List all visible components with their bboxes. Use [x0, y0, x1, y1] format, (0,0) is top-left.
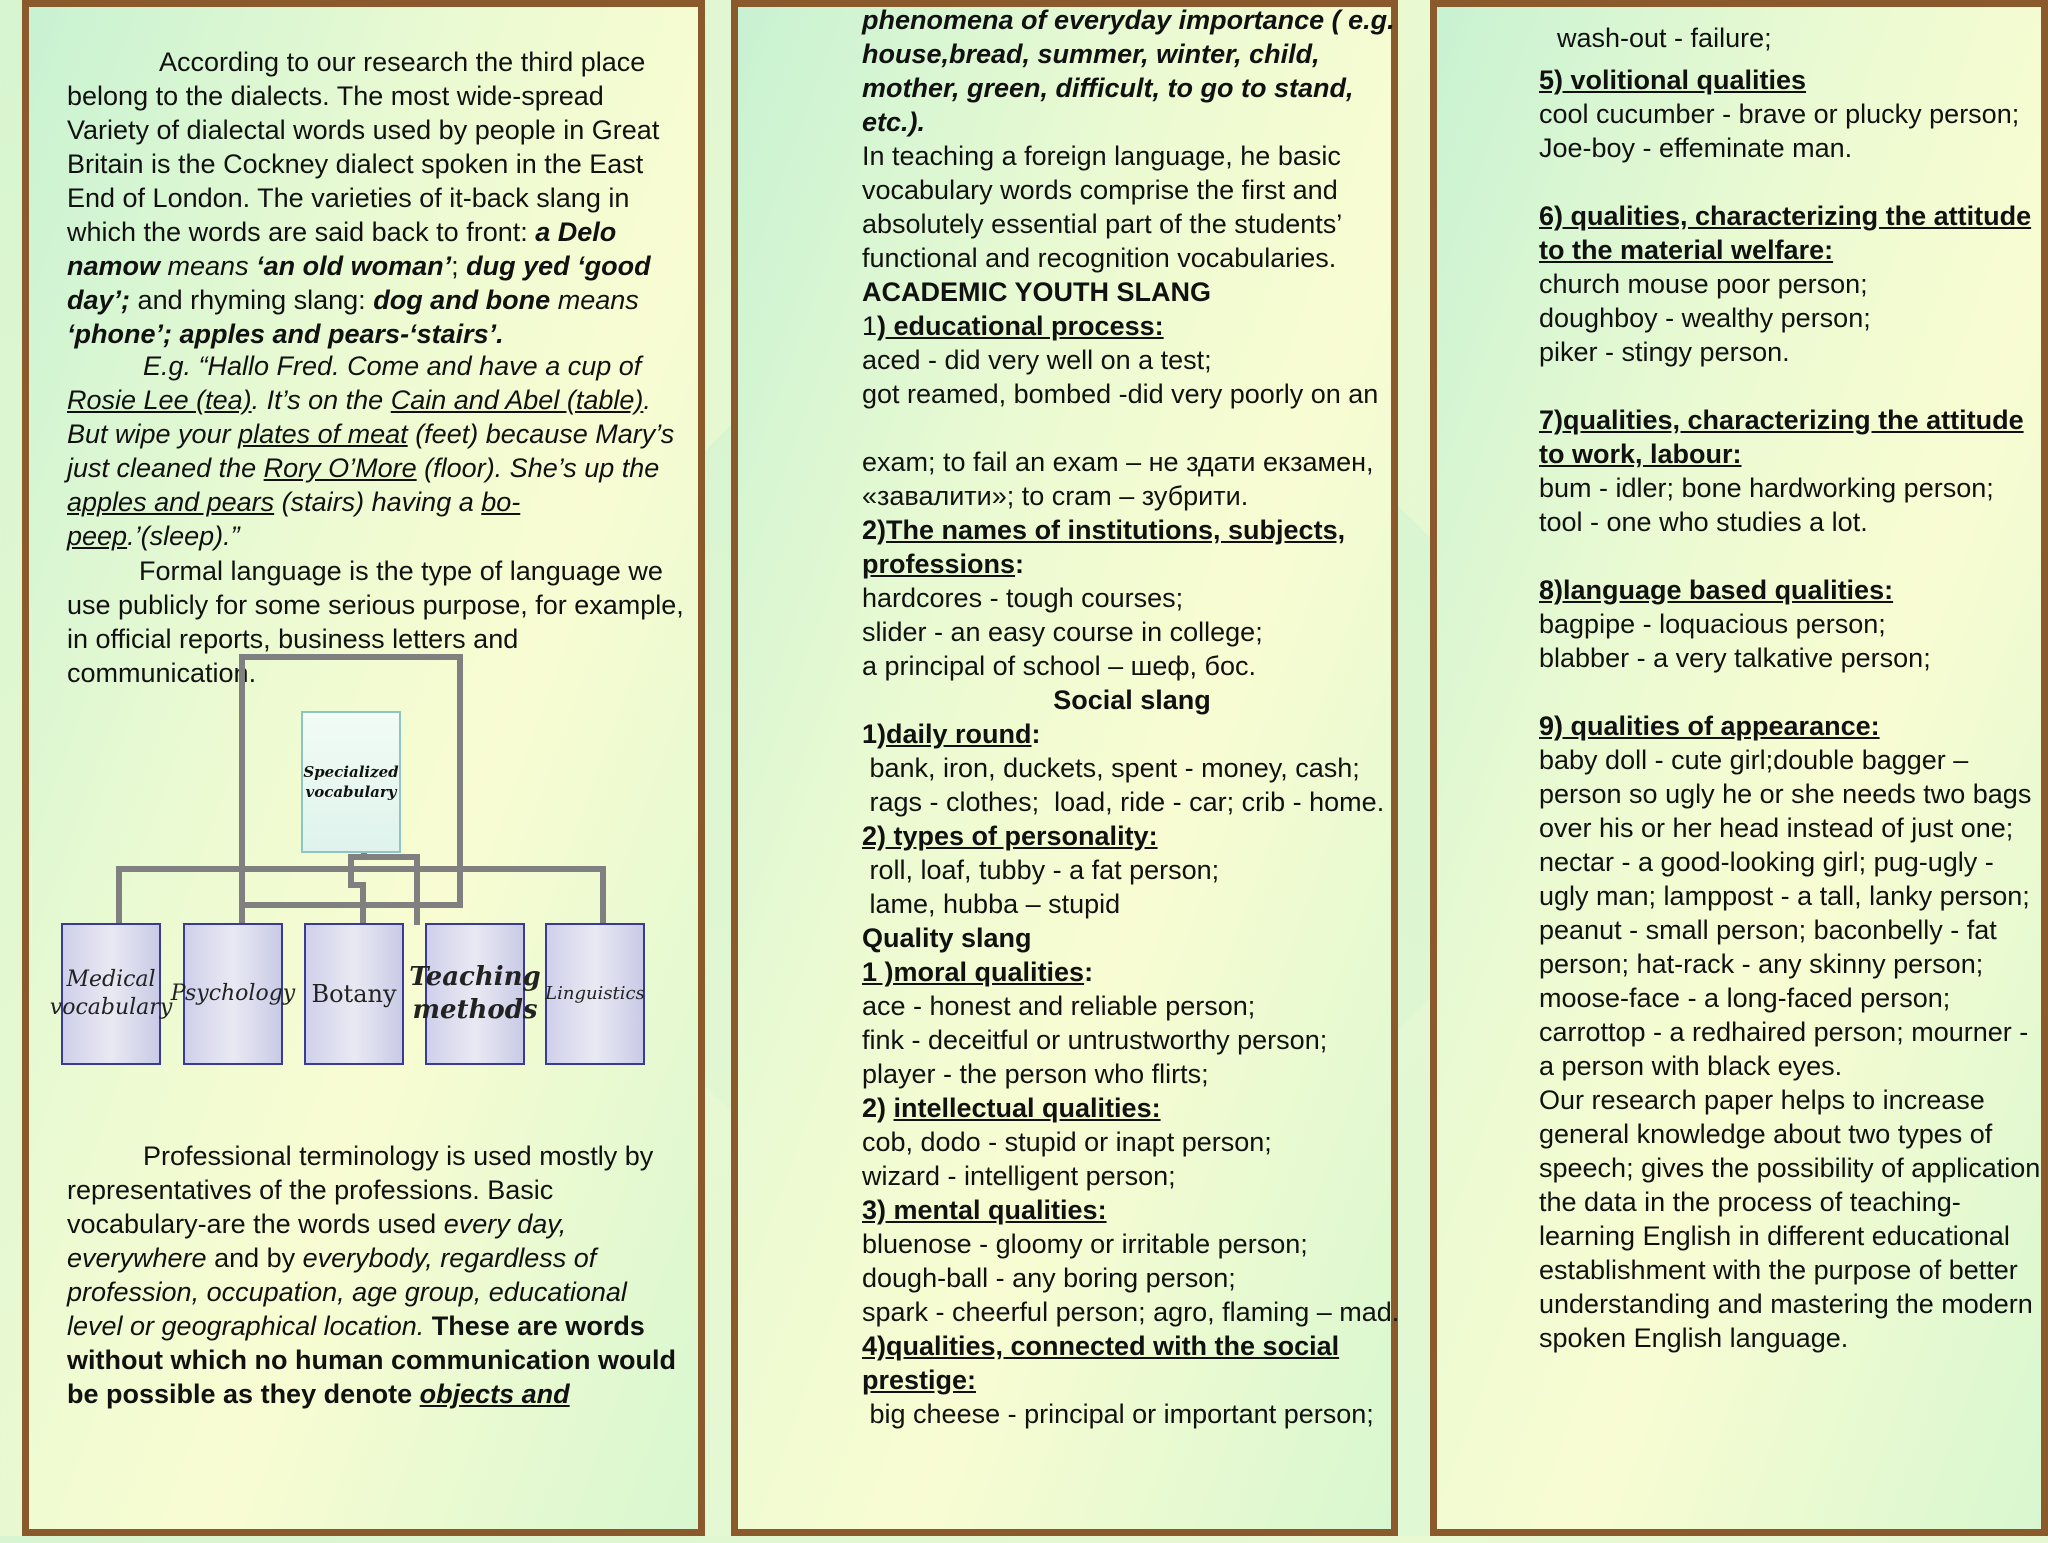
eg-text-7: .’(sleep).” [127, 521, 240, 551]
slang-item: bagpipe - loquacious person; [1539, 609, 1886, 639]
intellectual-qualities-heading: intellectual qualities: [893, 1093, 1161, 1123]
basic-vocab-examples: phenomena of everyday importance ( e.g. house,bread, summer, winter, child, mother, green, difficult, to go to stand, etc.). [862, 5, 1395, 137]
daily-number: 1) [862, 719, 887, 749]
institutions-heading: The names of institutions, subjects, professions [862, 515, 1346, 579]
psychology-label: Psychology [170, 981, 296, 1006]
slang-item: got reamed, bombed -did very poorly on an [862, 379, 1379, 409]
slang-item: big cheese - principal or important person; [862, 1399, 1374, 1429]
slang-item: doughboy - wealthy person; [1539, 303, 1871, 333]
slang-item: exam; to fail an exam – не здати екзамен, «завалити»; to cram – зубрити. [862, 447, 1374, 511]
academic-slang-heading: ACADEMIC YOUTH SLANG [862, 277, 1212, 307]
formal-text: Formal language is the type of language we use publicly for some serious purpose, for example, in official reports, business letters and communication. [67, 556, 684, 688]
means-text-2: means [557, 285, 639, 315]
eg-underlined-1: Rosie Lee (tea) [67, 385, 252, 415]
colon: : [1015, 549, 1025, 579]
eg-underlined-5: apples and pears [67, 487, 275, 517]
slang-example-2: dug yed ‘good day’; [67, 251, 651, 315]
slang-item: bum - idler; bone hardworking person; [1539, 473, 1994, 503]
slang-item: roll, loaf, tubby - a fat person; [862, 855, 1220, 885]
slang-example-1: a Delo namow [67, 217, 617, 281]
slang-item: bank, iron, duckets, spent - money, cash; [862, 753, 1360, 783]
teaching-methods-box [409, 923, 541, 1065]
prof-text: Professional terminology is used mostly by representatives of the professions. Basic vocabulary-are the words used [67, 1141, 654, 1239]
eg-text-2: . It’s on the [251, 385, 391, 415]
inst-number: 2) [862, 515, 887, 545]
slang-item: slider - an easy course in college; [862, 617, 1263, 647]
prof-italic-2: everybody, regardless of profession, occupation, age group, educational level or geographical location. [67, 1243, 627, 1341]
means-text: means [167, 251, 249, 281]
diagram-branch-line [119, 869, 603, 925]
rhyming-example: dog and bone [373, 285, 551, 315]
conclusion-paragraph: Our research paper helps to increase general knowledge about two types of speech; gives the possibility of application the data in the process of teaching-learning English in different educational establishment with the purpose of better understanding and mastering the modern spoken English language. [1539, 1085, 2041, 1353]
rhyming-meaning: ‘phone’; apples and pears-‘stairs’. [67, 319, 504, 349]
slang-item: hardcores - tough courses; [862, 583, 1184, 613]
educational-process-heading: ) educational process: [877, 311, 1164, 341]
middle-panel [731, 0, 1398, 1536]
eg-underlined-2: Cain and Abel (table) [390, 385, 644, 415]
eg-underlined-3: plates of meat [238, 419, 408, 449]
slang-item: a principal of school – шеф, бос. [862, 651, 1257, 681]
botany-label: Botany [311, 980, 397, 1008]
dialects-paragraph [67, 45, 687, 351]
eg-text-4: (feet) because Mary’s just cleaned the [67, 419, 675, 483]
moral-qualities-heading: 1 )moral qualities [862, 957, 1085, 987]
prof-bold-underlined: objects and [419, 1379, 570, 1409]
social-prestige-heading: 4)qualities, connected with the social prestige: [862, 1331, 1340, 1395]
social-slang-heading: Social slang [1053, 685, 1211, 715]
edu-number: 1 [862, 311, 878, 341]
rhyming-text: and rhyming slang: [137, 285, 366, 315]
slang-item: tool - one who studies a lot. [1539, 507, 1868, 537]
slang-item: cool cucumber - brave or plucky person; [1539, 99, 2020, 129]
slang-item: church mouse poor person; [1539, 269, 1868, 299]
slang-item: wizard - intelligent person; [862, 1161, 1176, 1191]
work-attitude-heading: 7)qualities, characterizing the attitude to work, labour: [1539, 405, 2024, 469]
left-panel [22, 0, 705, 1536]
slang-item: player - the person who flirts; [862, 1059, 1209, 1089]
material-welfare-heading: 6) qualities, characterizing the attitude to the material welfare: [1539, 201, 2032, 265]
semicolon: ; [451, 251, 459, 281]
medical-vocabulary-box [49, 923, 173, 1065]
linguistics-label: Linguistics [545, 983, 645, 1004]
slang-item: cob, dodo - stupid or inapt person; [862, 1127, 1272, 1157]
dialects-text: According to our research the third place belong to the dialects. The most wide-spread Variety of dialectal words used by people in Great Britain is the Cockney dialect spoken in the East End of London. The varieties of it-back slang in which the words are said back to front: [67, 47, 660, 247]
teaching-paragraph: In teaching a foreign language, he basic vocabulary words comprise the first and absolutely essential part of the students’ functional and recognition vocabularies. [862, 141, 1342, 273]
teaching-methods-label: Teaching methods [409, 962, 541, 1025]
slang-item: ace - honest and reliable person; [862, 991, 1256, 1021]
formal-paragraph [67, 554, 687, 690]
prof-italic-1: every day, everywhere [67, 1209, 567, 1273]
slang-item: bluenose - gloomy or irritable person; [862, 1229, 1308, 1259]
middle-column-text [862, 3, 1402, 1431]
eg-underlined-4: Rory O’More [263, 453, 417, 483]
specialized-vocabulary-label: Specialized vocabulary [303, 763, 399, 801]
eg-text-3: . But wipe your [67, 385, 651, 449]
eg-text-6: (stairs) having a [274, 487, 482, 517]
personality-heading: 2) types of personality: [862, 821, 1158, 851]
slang-item: lame, hubba – stupid [862, 889, 1121, 919]
eg-text: E.g. “Hallo Fred. Come and have a cup of [143, 351, 642, 381]
example-paragraph [67, 349, 687, 553]
prof-text-2: and by [206, 1243, 303, 1273]
specialized-vocabulary-box [301, 711, 401, 853]
psychology-box [170, 923, 296, 1065]
slang-item: wash-out - failure; [1557, 23, 1772, 53]
eg-underlined-6: bo- peep [67, 487, 521, 551]
botany-box [304, 923, 404, 1065]
slang-item: dough-ball - any boring person; [862, 1263, 1236, 1293]
volitional-qualities-heading: 5) volitional qualities [1539, 65, 1807, 95]
appearance-qualities-heading: 9) qualities of appearance: [1539, 711, 1880, 741]
professional-paragraph [67, 1139, 687, 1411]
linguistics-box [545, 923, 645, 1065]
slang-item: aced - did very well on a test; [862, 345, 1212, 375]
slang-item: Joe-boy - effeminate man. [1539, 133, 1853, 163]
slang-meaning-1: ‘an old woman’ [256, 251, 452, 281]
colon: : [1084, 957, 1094, 987]
appearance-items: baby doll - cute girl;double bagger – person so ugly he or she needs two bags over his or her head instead of just one; nectar - a good-looking girl; pug-ugly - ugly man; lamppost - a tall, lanky person; peanut - small person; baconbelly - fat person; hat-rack - any skinny person; moose-face - a long-faced person; carrottop - a redhaired person; mourner - a person with black eyes. [1539, 745, 2032, 1081]
language-qualities-heading: 8)language based qualities: [1539, 575, 1894, 605]
slang-item: rags - clothes; load, ride - car; crib - home. [862, 787, 1385, 817]
mental-qualities-heading: 3) mental qualities: [862, 1195, 1107, 1225]
quality-slang-heading: Quality slang [862, 923, 1032, 953]
prof-bold: These are words without which no human communication would be possible as they denote [67, 1311, 676, 1409]
slang-item: blabber - a very talkative person; [1539, 643, 1931, 673]
slang-item: fink - deceitful or untrustworthy person; [862, 1025, 1328, 1055]
slang-item: spark - cheerful person; agro, flaming – mad. [862, 1297, 1400, 1327]
daily-round-heading: daily round [886, 719, 1032, 749]
int-number: 2) [862, 1093, 894, 1123]
eg-text-5: (floor). She’s up the [416, 453, 660, 483]
medical-vocabulary-label: Medical vocabulary [49, 967, 173, 1020]
colon: : [1031, 719, 1041, 749]
diagram-connector-3 [351, 857, 417, 925]
right-column-text [1539, 21, 2048, 1355]
right-panel [1430, 0, 2048, 1536]
slang-item: piker - stingy person. [1539, 337, 1790, 367]
